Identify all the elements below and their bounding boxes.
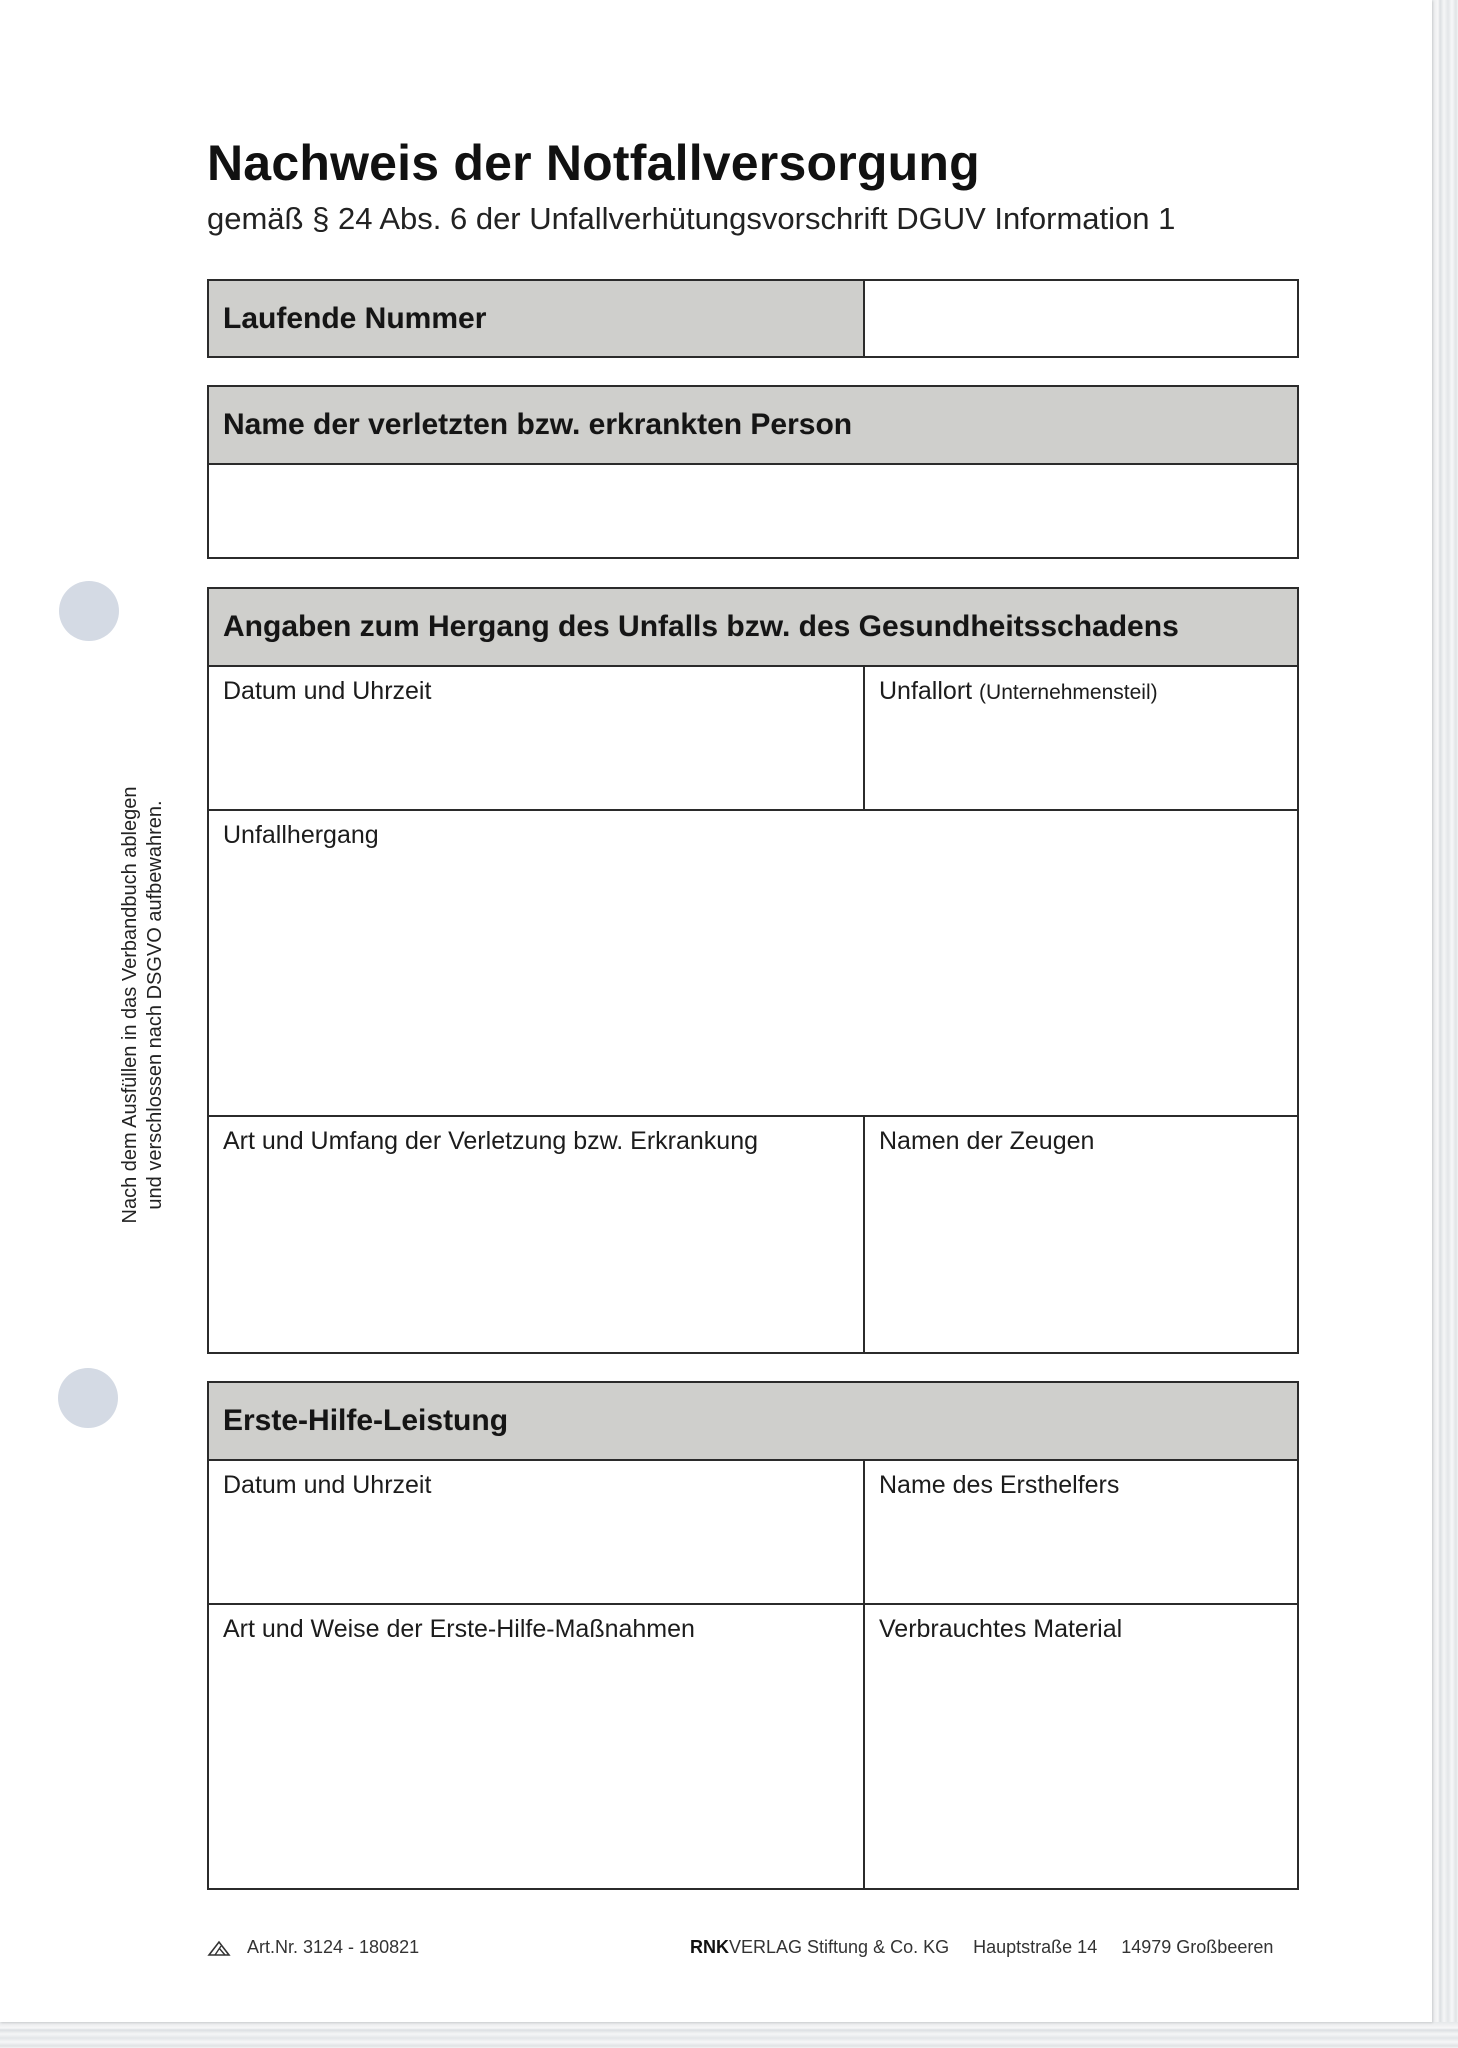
- incident-location-label: Unfallort: [879, 677, 973, 705]
- running-number-box: [207, 279, 1299, 358]
- incident-section: [207, 587, 1299, 1354]
- triangle-logo-icon: [207, 1939, 237, 1957]
- person-name-box: [207, 385, 1299, 559]
- running-number-field[interactable]: [865, 281, 1297, 356]
- side-note-line1: Nach dem Ausfüllen in das Verbandbuch ablegen: [119, 786, 141, 1224]
- running-number-label: Laufende Nummer: [209, 281, 863, 356]
- publisher-city: 14979 Großbeeren: [1121, 1937, 1274, 1957]
- used-material-field[interactable]: [865, 1605, 1297, 1888]
- first-aid-date-time-field[interactable]: [209, 1461, 863, 1603]
- incident-injury-field[interactable]: [209, 1117, 863, 1352]
- incident-location-field[interactable]: [865, 667, 1297, 809]
- punch-hole-top: [59, 581, 119, 641]
- incident-location-note: (Unternehmensteil): [979, 681, 1158, 704]
- incident-course-field[interactable]: [209, 811, 1297, 1115]
- side-note: [118, 735, 168, 1275]
- incident-course-label: Unfallhergang: [223, 821, 379, 849]
- person-name-field[interactable]: [209, 465, 1297, 557]
- incident-header: Angaben zum Hergang des Unfalls bzw. des Gesundheitsschadens: [209, 589, 1297, 665]
- publisher-street: Hauptstraße 14: [973, 1937, 1098, 1957]
- incident-witnesses-field[interactable]: [865, 1117, 1297, 1352]
- person-name-label: Name der verletzten bzw. erkrankten Person: [209, 387, 1297, 463]
- publisher-brand: RNK: [690, 1937, 729, 1957]
- side-note-line2: und verschlossen nach DSGVO aufbewahren.: [144, 800, 166, 1210]
- incident-injury-label: Art und Umfang der Verletzung bzw. Erkrankung: [223, 1127, 759, 1155]
- footer-publisher: [690, 1937, 1273, 1958]
- punch-hole-bottom: [58, 1368, 118, 1428]
- paper-stack-edge-bottom: [0, 2022, 1458, 2048]
- first-aid-section: [207, 1381, 1299, 1890]
- first-aid-measures-field[interactable]: [209, 1605, 863, 1888]
- first-aider-name-label: Name des Ersthelfers: [879, 1471, 1120, 1499]
- form-subtitle: gemäß § 24 Abs. 6 der Unfallverhütungsvorschrift DGUV Information 1: [207, 201, 1176, 236]
- footer-article: [207, 1937, 419, 1958]
- publisher-name: VERLAG Stiftung & Co. KG: [729, 1937, 950, 1957]
- paper-stack-edge-right: [1432, 0, 1458, 2048]
- first-aid-header: Erste-Hilfe-Leistung: [209, 1383, 1297, 1459]
- first-aider-name-field[interactable]: [865, 1461, 1297, 1603]
- form-title: Nachweis der Notfallversorgung: [207, 135, 980, 191]
- article-number: Art.Nr. 3124 - 180821: [247, 1937, 420, 1957]
- incident-witnesses-label: Namen der Zeugen: [879, 1127, 1095, 1155]
- first-aid-date-time-label: Datum und Uhrzeit: [223, 1471, 432, 1499]
- used-material-label: Verbrauchtes Material: [879, 1615, 1123, 1643]
- incident-date-time-label: Datum und Uhrzeit: [223, 677, 432, 705]
- incident-date-time-field[interactable]: [209, 667, 863, 809]
- first-aid-measures-label: Art und Weise der Erste-Hilfe-Maßnahmen: [223, 1615, 695, 1643]
